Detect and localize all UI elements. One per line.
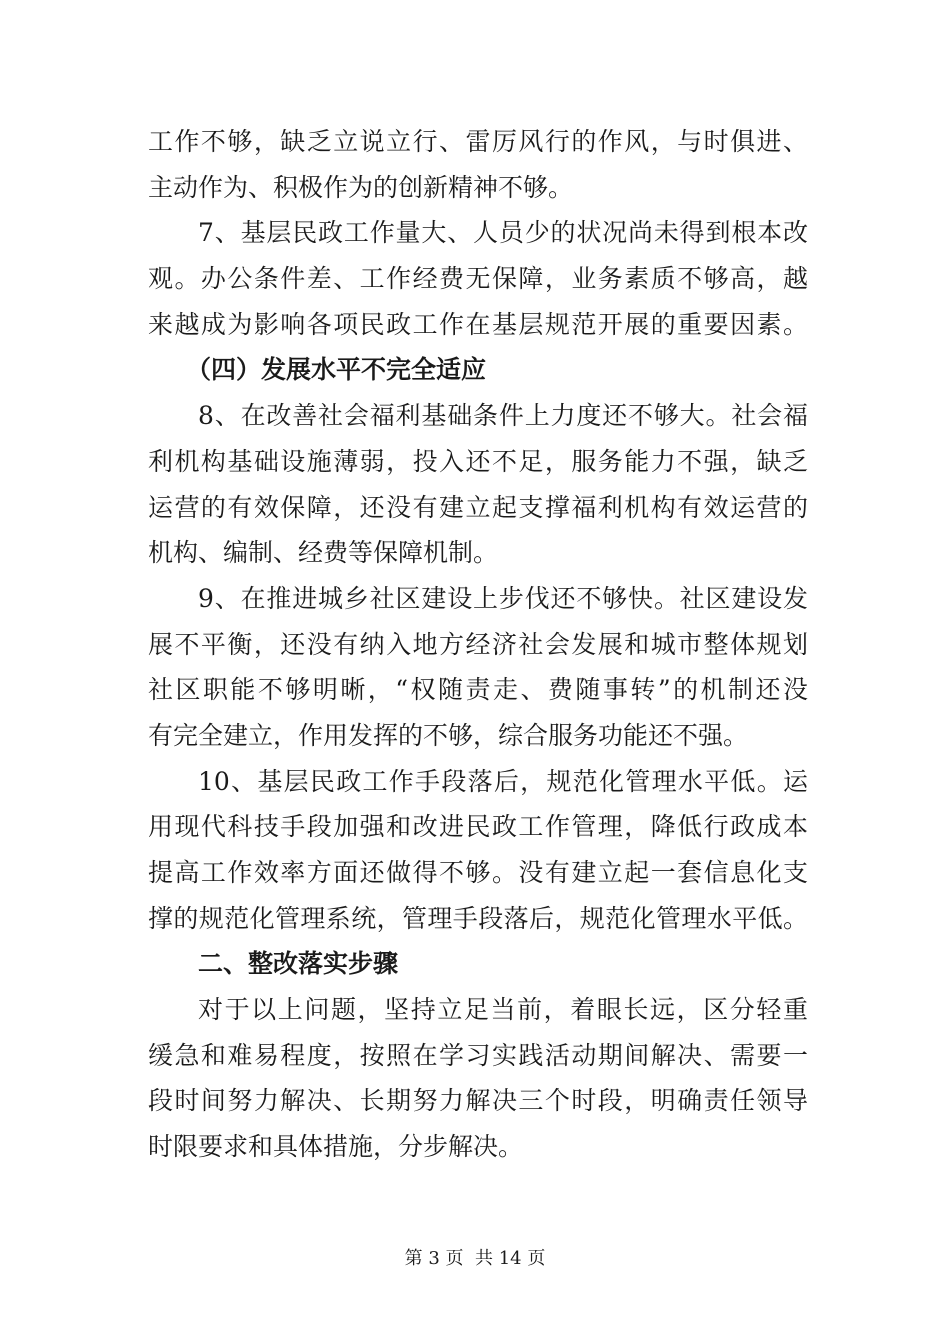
section-heading: 二、整改落实步骤 — [198, 949, 399, 979]
text-line: 展不平衡，还没有纳入地方经济社会发展和城市整体规划 — [148, 629, 808, 659]
text-line: 用现代科技手段加强和改进民政工作管理，降低行政成本 — [148, 812, 808, 842]
text-line: 工作不够，缺乏立说立行、雷厉风行的作风，与时俱进、 — [148, 127, 808, 156]
text-line: 段时间努力解决、长期努力解决三个时段，明确责任领导 — [148, 1086, 808, 1116]
text-line: 8、在改善社会福利基础条件上力度还不够大。社会福 — [198, 401, 808, 431]
text-line: 对于以上问题，坚持立足当前，着眼长远，区分轻重 — [198, 995, 808, 1025]
page-number-label: 第 3 页 共 14 页 — [404, 1248, 546, 1269]
text-line: 撑的规范化管理系统，管理手段落后，规范化管理水平低。 — [148, 903, 808, 933]
text-line: 机构、编制、经费等保障机制。 — [148, 538, 499, 568]
text-line: 7、基层民政工作量大、人员少的状况尚未得到根本改 — [198, 218, 808, 248]
text-line: 观。办公条件差、工作经费无保障，业务素质不够高，越 — [148, 264, 808, 294]
text-line: 提高工作效率方面还做得不够。没有建立起一套信息化支 — [148, 858, 808, 887]
document-body — [148, 119, 808, 1170]
page-footer — [0, 1244, 950, 1270]
text-line: 时限要求和具体措施，分步解决。 — [148, 1132, 524, 1162]
text-line: 社区职能不够明晰，“权随责走、费随事转”的机制还没 — [148, 675, 808, 705]
text-line: 9、在推进城乡社区建设上步伐还不够快。社区建设发 — [198, 583, 808, 613]
text-line: 10、基层民政工作手段落后，规范化管理水平低。运 — [198, 766, 808, 796]
text-line: 利机构基础设施薄弱，投入还不足，服务能力不强，缺乏 — [148, 446, 808, 476]
text-line: 运营的有效保障，还没有建立起支撑福利机构有效运营的 — [148, 492, 808, 522]
text-line: 来越成为影响各项民政工作在基层规范开展的重要因素。 — [148, 309, 808, 339]
text-line: 主动作为、积极作为的创新精神不够。 — [148, 172, 574, 202]
text-line: 缓急和难易程度，按照在学习实践活动期间解决、需要一 — [148, 1040, 808, 1070]
text-line: 有完全建立，作用发挥的不够，综合服务功能还不强。 — [148, 720, 749, 750]
section-heading: （四）发展水平不完全适应 — [186, 355, 487, 385]
